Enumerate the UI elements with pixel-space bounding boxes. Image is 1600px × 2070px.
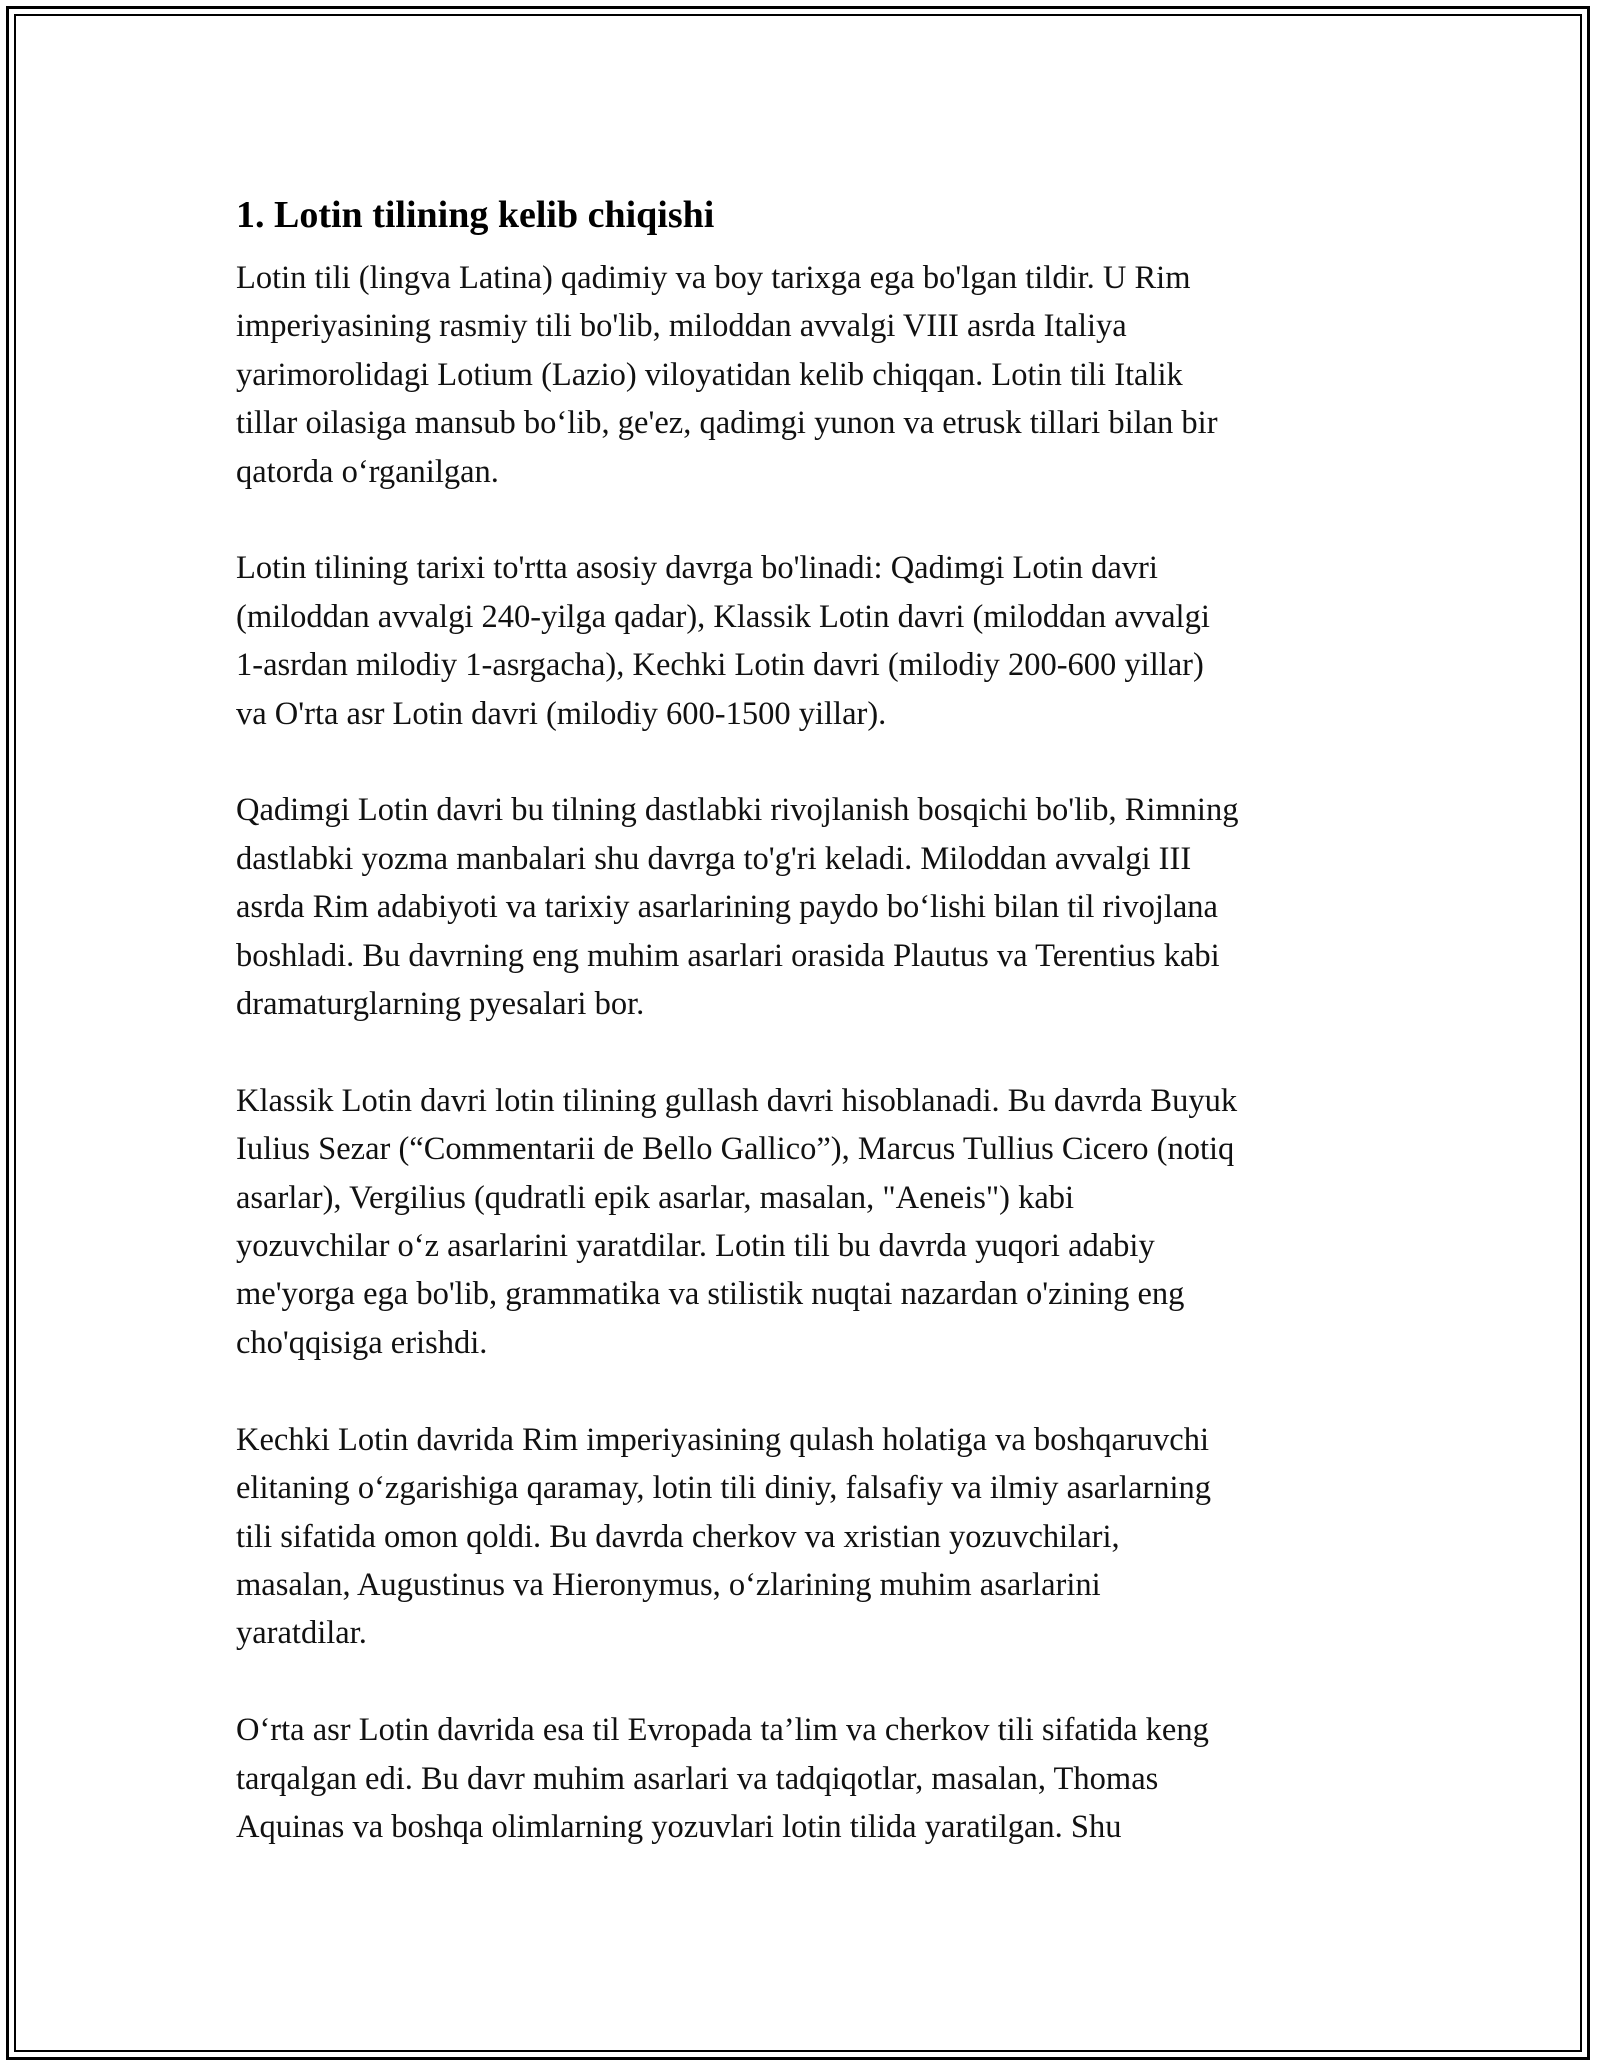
paragraph-periods: Lotin tilining tarixi to'rtta asosiy davrga bo'linadi: Qadimgi Lotin davri (miloddan avvalgi 240-yilga qadar), Klassik Lotin davri (miloddan avvalgi 1-asrdan milodiy 1-asrgacha), Kechki Lotin davri (milodiy 200-600 yillar) va O'rta asr Lotin davri (milodiy 600-1500 yillar). [236, 550, 1210, 732]
paragraph-old-latin: Qadimgi Lotin davri bu tilning dastlabki rivojlanish bosqichi bo'lib, Rimning dastlabki yozma manbalari shu davrga to'g'ri keladi. Miloddan avvalgi III asrda Rim adabiyoti va tarixiy asarlarining paydo bo‘lishi bilan til rivojlana boshladi. Bu davrning eng muhim asarlari orasida Plautus va Terentius kabi dramaturglarning pyesalari bor. [236, 792, 1239, 1023]
paragraph-classical-latin: Klassik Lotin davri lotin tilining gullash davri hisoblanadi. Bu davrda Buyuk Iulius Sezar (“Commentarii de Bello Gallico”), Marcus Tullius Cicero (notiq asarlar), Vergilius (qudratli epik asarlar, masalan, "Aeneis") kabi yozuvchilar o‘z asarlarini yaratdilar. Lotin tili bu davrda yuqori adabiy me'yorga ega bo'lib, grammatika va stilistik nuqtai nazardan o'zining eng cho'qqisiga erishdi. [236, 1082, 1238, 1361]
paragraph-late-latin: Kechki Lotin davrida Rim imperiyasining qulash holatiga va boshqaruvchi elitaning o‘zgarishiga qaramay, lotin tili diniy, falsafiy va ilmiy asarlarning tili sifatida omon qoldi. Bu davrda cherkov va xristian yozuvchilari, masalan, Augustinus va Hieronymus, o‘zlarining muhim asarlarini yaratdilar. [236, 1421, 1212, 1652]
section-heading: 1. Lotin tilining kelib chiqishi [236, 194, 715, 236]
paragraph-origin: Lotin tili (lingva Latina) qadimiy va boy tarixga ega bo'lgan tildir. U Rim imperiyasining rasmiy tili bo'lib, miloddan avvalgi VIII asrda Italiya yarimorolidagi Lotium (Lazio) viloyatidan kelib chiqqan. Lotin tili Italik tillar oilasiga mansub bo‘lib, ge'ez, qadimgi yunon va etrusk tillari bilan bir qatorda o‘rganilgan. [236, 260, 1218, 490]
document-body [236, 188, 1386, 1900]
paragraph-medieval-latin: O‘rta asr Lotin davrida esa til Evropada ta’lim va cherkov tili sifatida keng tarqalgan edi. Bu davr muhim asarlari va tadqiqotlar, masalan, Thomas Aquinas va boshqa olimlarning yozuvlari lotin tilida yaratilgan. Shu [236, 1712, 1209, 1845]
